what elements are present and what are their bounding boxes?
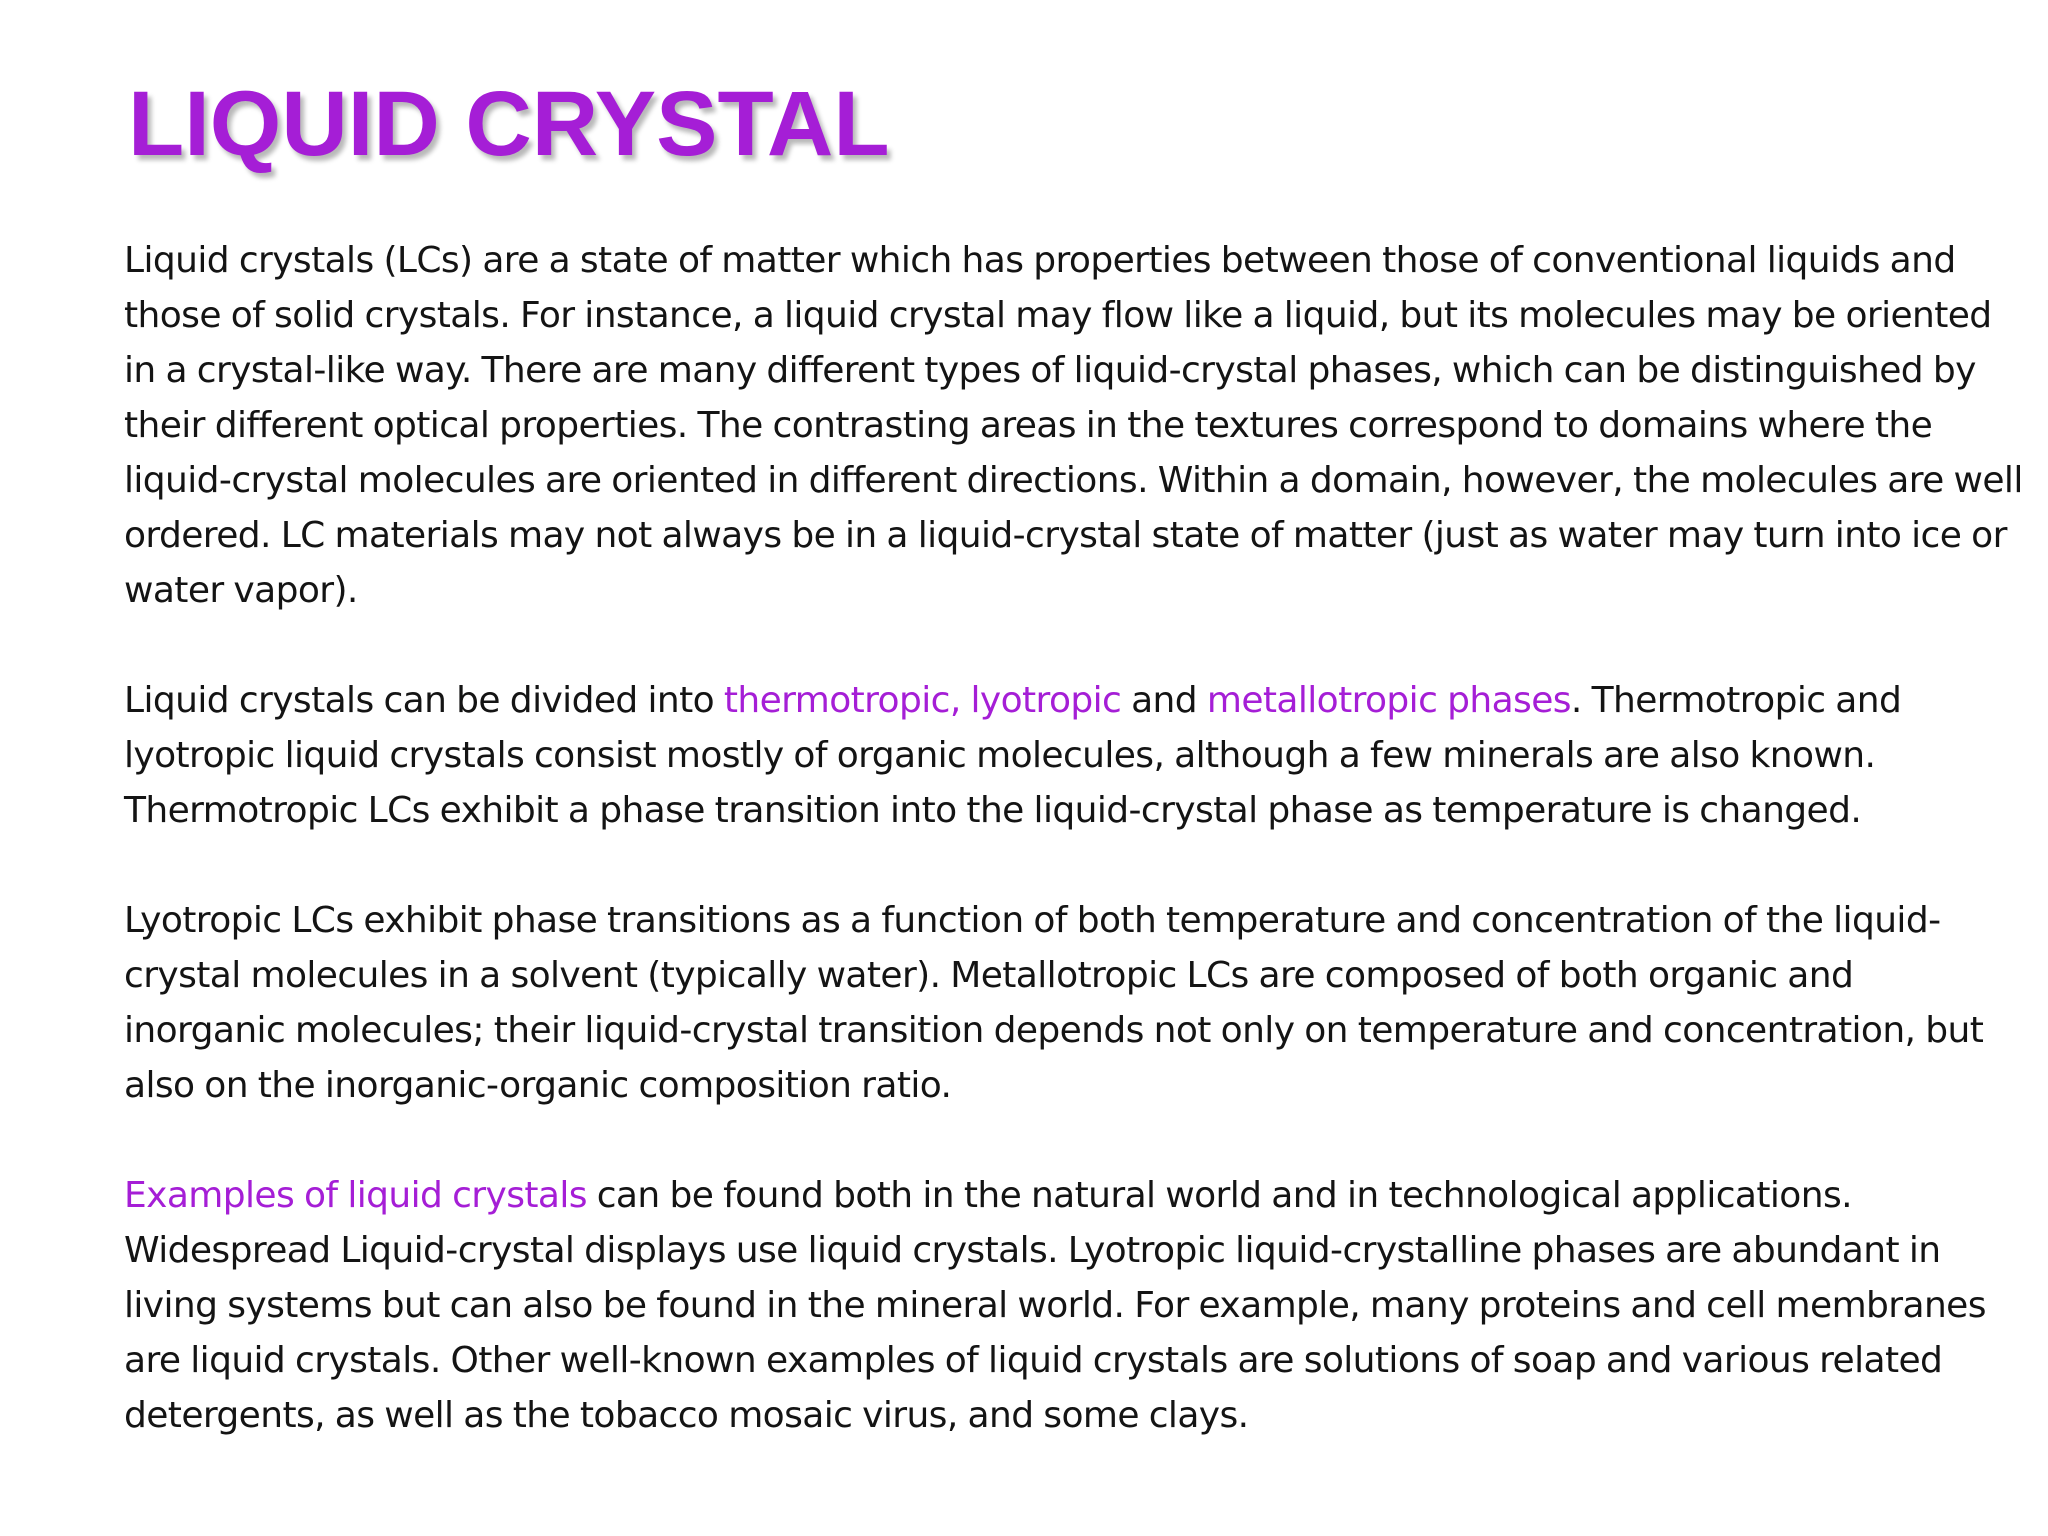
phases-rest-text: . Thermotropic and lyotropic liquid crystals consist mostly of organic molecules, although a few minerals are also known. Thermotropic LCs exhibit a phase transition into the liquid-crystal phase as temperature is changed. [124, 680, 1902, 831]
paragraph-definition: Liquid crystals (LCs) are a state of matter which has properties between those of conventional liquids and those of solid crystals. For instance, a liquid crystal may flow like a liquid, but its molecules may be oriented in a crystal-like way. There are many different types of liquid-crystal phases, which can be distinguished by their different optical properties. The contrasting areas in the textures correspond to domains where the liquid-crystal molecules are oriented in different directions. Within a domain, however, the molecules are well ordered. LC materials may not always be in a liquid-crystal state of matter (just as water may turn into ice or water vapor). [124, 240, 2023, 611]
metallotropic-phases-link[interactable]: metallotropic phases [1206, 680, 1571, 721]
slide-title: LIQUID CRYSTAL [128, 73, 890, 175]
examples-rest-text: can be found both in the natural world and in technological applications. Widespread Liquid-crystal displays use liquid crystals. Lyotropic liquid-crystalline phases are abundant in living systems but can also be found in the mineral world. For example, many proteins and cell membranes are liquid crystals. Other well-known examples of liquid crystals are solutions of soap and various related detergents, as well as the tobacco mosaic virus, and some clays. [124, 1175, 1986, 1436]
paragraph-examples [124, 1168, 2024, 1443]
phases-intro-text: Liquid crystals can be divided into [124, 680, 724, 721]
thermotropic-lyotropic-link[interactable]: thermotropic, lyotropic [723, 680, 1122, 721]
phases-middle-text: and [1121, 680, 1207, 721]
paragraph-lyotropic: Lyotropic LCs exhibit phase transitions as a function of both temperature and concentration of the liquid-crystal molecules in a solvent (typically water). Metallotropic LCs are composed of both organic and inorganic molecules; their liquid-crystal transition depends not only on temperature and concentration, but also on the inorganic-organic composition ratio. [124, 900, 1984, 1106]
examples-link[interactable]: Examples of liquid crystals [124, 1175, 587, 1216]
paragraph-phases [124, 673, 2024, 838]
slide-body [124, 233, 2024, 1443]
